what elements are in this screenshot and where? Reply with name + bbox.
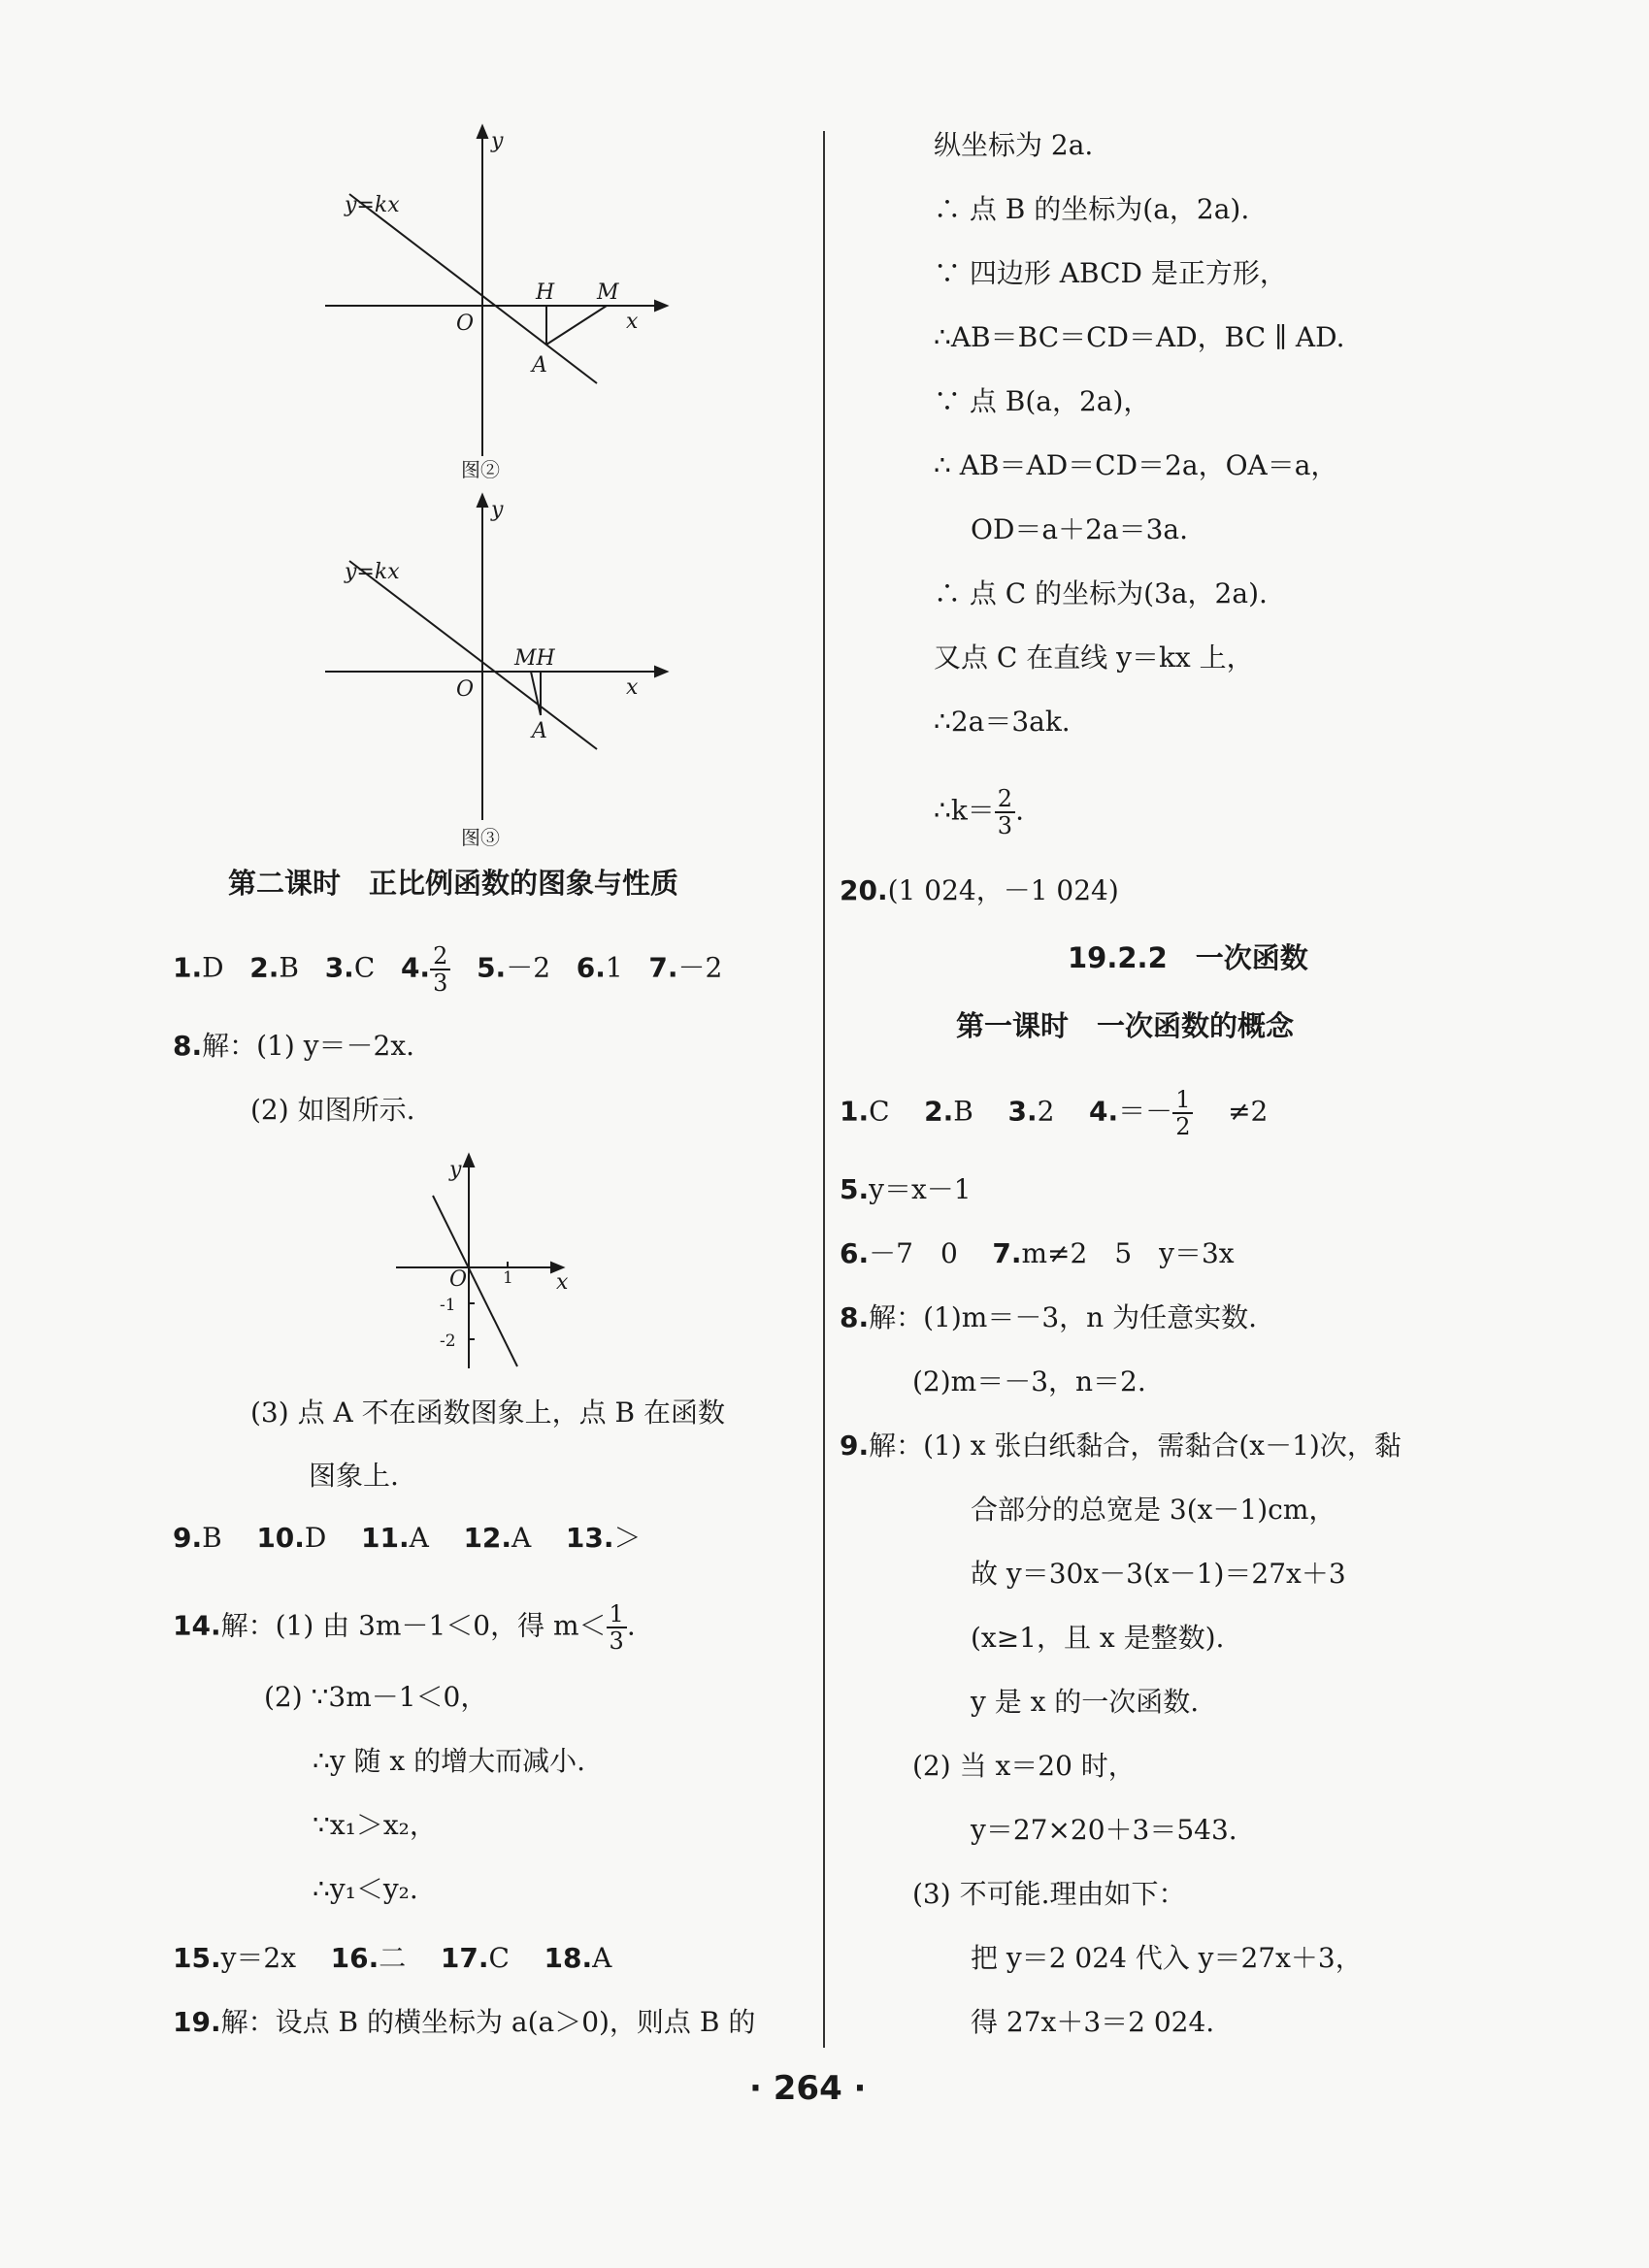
r-q8-line-2: (2)m＝－3，n＝2. [912,1365,1146,1397]
answers-1-7 [173,943,722,996]
q14-line-3: ∴y 随 x 的增大而减小. [313,1745,586,1777]
q20-num: 20. [840,874,888,906]
r-line-9: 又点 C 在直线 y＝kx 上， [934,641,1254,674]
r-q8-line-1 [840,1300,1257,1335]
fig2-line-ykx [349,194,597,383]
fig3-segment-MA [531,672,541,715]
r-line-5: ∵ 点 B(a，2a)， [934,385,1151,417]
r-q9-line-10: 得 27x＋3＝2 024. [971,2006,1215,2038]
q14-line-5: ∴y₁＜y₂. [313,1873,418,1905]
answers-9-13 [173,1521,642,1556]
fig3-line-label: y=kx [345,560,400,584]
r-q6-ans: －7 0 [869,1237,958,1269]
r-q1-num: 1. [840,1095,870,1128]
q8-line-1 [173,1029,414,1064]
fig2-point-H: H [536,280,555,305]
r-line-1: 纵坐标为 2a. [934,129,1094,161]
q9-num: 9. [173,1522,203,1554]
r-q9-line-6: (2) 当 x＝20 时， [912,1750,1136,1782]
q2-ans: B [279,951,299,984]
q13-ans: ＞ [613,1522,642,1554]
r-line-2: ∴ 点 B 的坐标为(a，2a). [934,193,1250,225]
q7-ans: －2 [677,951,723,984]
q5-ans: －2 [506,951,551,984]
fig2-origin-label: O [456,312,475,336]
r-q9-line-9: 把 y＝2 024 代入 y＝27x＋3， [971,1942,1363,1974]
fig3-line-ykx [349,561,597,749]
column-divider [823,131,825,2048]
r-line-10: ∴2a＝3ak. [934,706,1071,738]
fig3-origin-label: O [456,677,475,702]
q14-fraction: $\frac{1}{3}$ [607,1601,627,1654]
r-line-4: ∴AB＝BC＝CD＝AD，BC ∥ AD. [934,321,1345,353]
q14-line-1: 14.解：(1) 由 3m－1＜0，得 m＜ $\frac{1}{3}$ . [173,1600,636,1655]
fig3-y-arrow [478,495,487,507]
r-q6-7-line [840,1236,1235,1271]
q1-num: 1. [173,951,203,984]
r-line-8: ∴ 点 C 的坐标为(3a，2a). [934,577,1268,609]
fig3-point-MH: MH [514,646,555,671]
q6-ans: 1 [605,951,623,984]
q15-ans: y＝2x [220,1942,297,1974]
fig2-x-arrow [655,301,667,311]
r-line-6: ∴ AB＝AD＝CD＝2a，OA＝a， [934,449,1338,481]
q19-line-1 [173,2005,755,2040]
fig3-x-label: x [626,675,639,700]
r-q9-line-5: y 是 x 的一次函数. [971,1686,1200,1718]
section-title-lesson2: 第二课时 正比例函数的图象与性质 [228,867,679,900]
q14-part1: 解：(1) 由 3m－1＜0，得 m＜ [220,1609,607,1642]
q8-tick-y2-label: -2 [440,1331,456,1351]
r-q9-line-4: (x≥1，且 x 是整数). [971,1622,1225,1654]
q8-num: 8. [173,1030,203,1062]
r-line-7: OD＝a＋2a＝3a. [971,513,1189,545]
q8-tick-y1-label: -1 [440,1296,456,1315]
fig2-caption: 图② [461,458,500,481]
fig2-line-label: y=kx [345,193,400,217]
r-q5-num: 5. [840,1173,870,1205]
r-q9-num: 9. [840,1430,870,1462]
q8-y-arrow [464,1155,474,1167]
q19-part1: 解：设点 B 的横坐标为 a(a＞0)，则点 B 的 [220,2006,756,2038]
q15-num: 15. [173,1942,221,1974]
q5-num: 5. [477,951,507,984]
q12-num: 12. [463,1522,512,1554]
q10-num: 10. [256,1522,305,1554]
heading-19-2-2: 19.2.2 一次函数 [1068,941,1308,974]
fig3-caption: 图③ [461,826,500,849]
r-q4-post: ≠2 [1228,1095,1269,1128]
r-q1-ans: C [869,1095,890,1128]
q11-num: 11. [360,1522,410,1554]
fig3-x-arrow [655,667,667,676]
r-q3-num: 3. [1007,1095,1038,1128]
r-line-3: ∵ 四边形 ABCD 是正方形， [934,257,1287,289]
fig2-point-A: A [532,353,547,378]
q8-tick-x-label: 1 [503,1268,513,1288]
r11-text: ∴k＝ [934,794,995,827]
q18-ans: A [592,1942,612,1974]
q3-num: 3. [324,951,354,984]
figure-2-graph [320,126,670,417]
r-q7-num: 7. [992,1237,1022,1269]
r11-fraction: $\frac{2}{3}$ [995,786,1015,838]
fig3-point-A: A [532,719,547,743]
r-q9-line-1 [840,1429,1402,1463]
q8-graph [396,1145,590,1378]
r-q6-num: 6. [840,1237,870,1269]
heading-lesson1: 第一课时 一次函数的概念 [956,1009,1295,1042]
q1-ans: D [202,951,224,984]
fig2-y-arrow [478,126,487,138]
r-q5-ans: y＝x－1 [869,1173,972,1205]
q4-fraction: $\frac{2}{3}$ [430,943,450,996]
fig2-segment-AM [546,306,607,345]
q7-num: 7. [648,951,678,984]
q14-num: 14. [173,1609,221,1642]
q2-num: 2. [249,951,280,984]
r-q2-ans: B [953,1095,973,1128]
fig2-x-label: x [626,310,639,334]
answers-15-18 [173,1941,611,1976]
r-q7-ans: m≠2 5 y＝3x [1021,1237,1235,1269]
q17-num: 17. [440,1942,489,1974]
q4-num: 4. [400,951,431,984]
q12-ans: A [511,1522,532,1554]
q8-x-label: x [556,1270,569,1295]
r-q9-part1: 解：(1) x 张白纸黏合，需黏合(x－1)次，黏 [869,1430,1402,1462]
fig3-y-label: y [491,498,504,522]
r-q2-num: 2. [924,1095,954,1128]
q9-ans: B [202,1522,222,1554]
q11-ans: A [409,1522,429,1554]
q20-line [840,873,1119,908]
q18-num: 18. [544,1942,593,1974]
fig2-point-M: M [597,280,619,305]
r-q4-num: 4. [1089,1095,1119,1128]
r-q3-ans: 2 [1037,1095,1055,1128]
q6-num: 6. [576,951,606,984]
q20-ans: (1 024，－1 024) [887,874,1119,906]
r-q4-pre: ＝－ [1118,1095,1173,1128]
r-q9-line-8: (3) 不可能.理由如下： [912,1878,1186,1910]
q10-ans: D [304,1522,327,1554]
r-q8-part1: 解：(1)m＝－3，n 为任意实数. [869,1301,1257,1333]
r-answers-1-4 [840,1087,1268,1139]
r-q9-line-7: y＝27×20＋3＝543. [971,1814,1237,1846]
r-q4-fraction: $\frac{1}{2}$ [1172,1087,1193,1139]
r-q8-num: 8. [840,1301,870,1333]
q8-line-2: (2) 如图所示. [250,1094,415,1126]
r-line-11: ∴k＝ $\frac{2}{3}$ . [934,785,1024,839]
q8-part1: 解：(1) y＝－2x. [202,1030,415,1062]
q14-line-4: ∵x₁＞x₂， [313,1809,437,1841]
page-number: · 264 · [749,2069,867,2108]
r-q5-line [840,1172,972,1207]
q19-num: 19. [173,2006,221,2038]
q16-num: 16. [330,1942,379,1974]
q8-line-3b: 图象上. [309,1460,399,1492]
q17-ans: C [488,1942,510,1974]
q8-y-label: y [449,1158,462,1182]
fig2-y-label: y [491,129,504,153]
q13-num: 13. [565,1522,614,1554]
q16-ans: 二 [379,1942,407,1974]
q8-origin-label: O [449,1267,468,1292]
q8-line-3a: (3) 点 A 不在函数图象上，点 B 在函数 [250,1397,725,1429]
figure-3-graph [320,495,670,825]
q3-ans: C [353,951,376,984]
r-q9-line-3: 故 y＝30x－3(x－1)＝27x＋3 [971,1558,1346,1590]
q14-line-2: (2) ∵3m－1＜0， [264,1681,488,1713]
r-q9-line-2: 合部分的总宽是 3(x－1)cm， [971,1494,1336,1526]
